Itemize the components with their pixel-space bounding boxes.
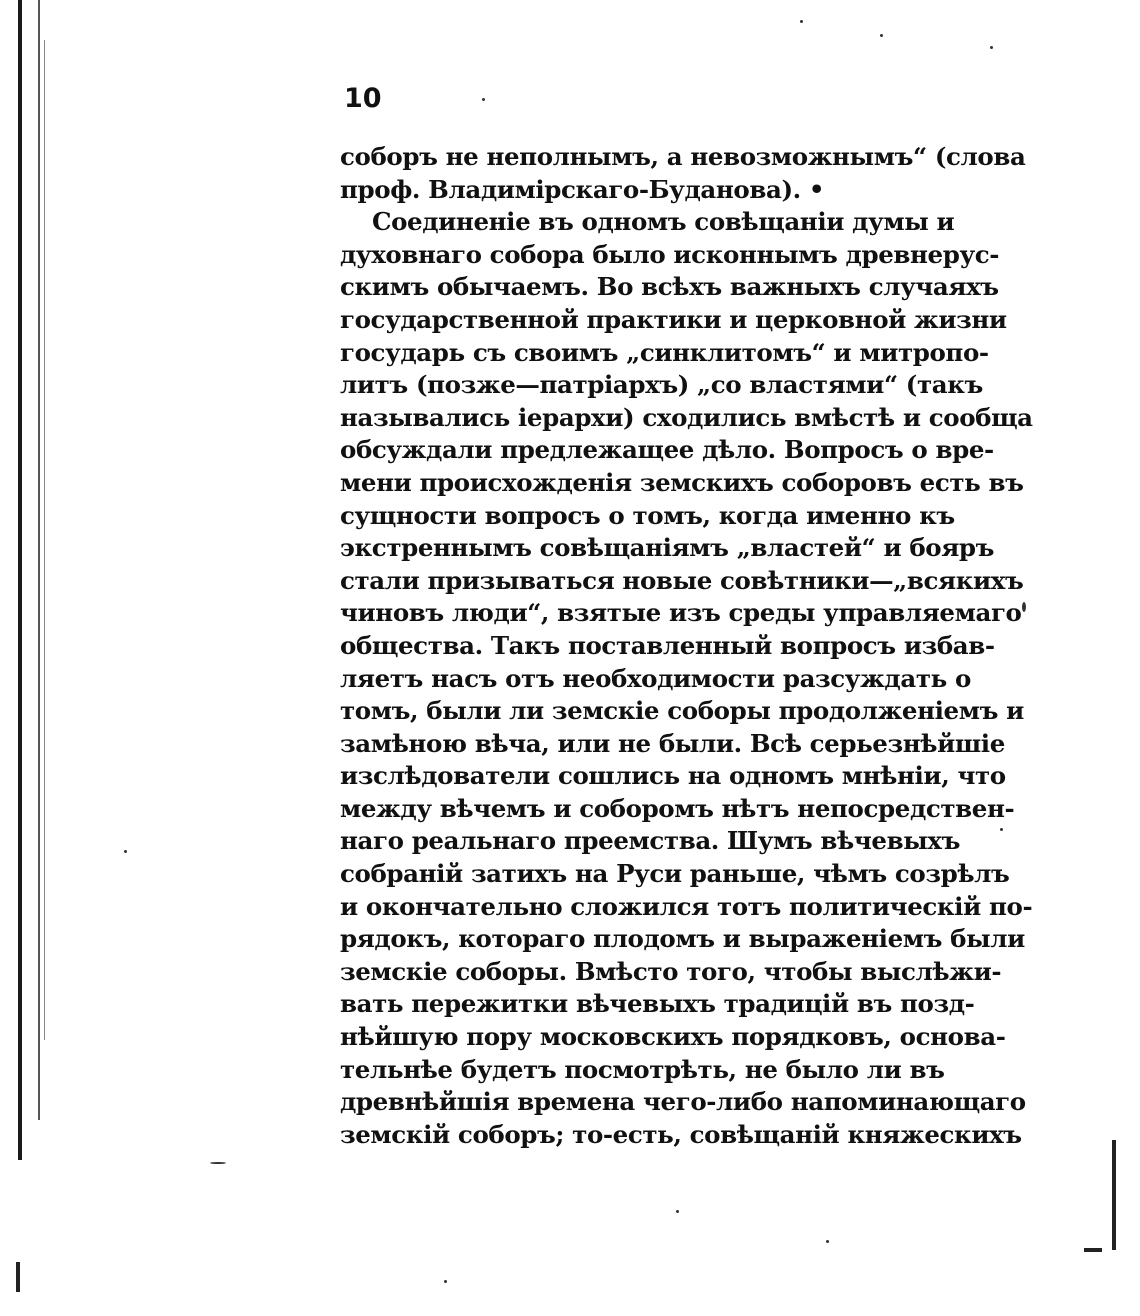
scan-speck	[880, 34, 883, 37]
text-line: общества. Такъ поставленный вопросъ избав-	[340, 630, 995, 660]
binding-edge-line	[44, 40, 45, 1040]
text-line: мени происхожденія земскихъ соборовъ есть въ	[340, 467, 1024, 497]
page-edge-mark	[1112, 1140, 1116, 1250]
text-line: изслѣдователи сошлись на одномъ мнѣніи, что	[340, 761, 1006, 791]
binding-edge-line	[38, 0, 40, 1120]
scan-speck	[482, 98, 485, 101]
text-line: сущности вопросъ о томъ, когда именно къ	[340, 500, 955, 530]
text-line: чиновъ люди“, взятые изъ среды управляемаго	[340, 598, 1022, 628]
text-line: земскій соборъ; то-есть, совѣщаній княжескихъ	[340, 1119, 1022, 1149]
binding-edge-line	[18, 0, 22, 1160]
text-line: между вѣчемъ и соборомъ нѣтъ непосредствен-	[340, 793, 1015, 823]
text-line: соборъ не неполнымъ, а невозможнымъ“ (слова	[340, 142, 1026, 171]
text-line: замѣною вѣча, или не были. Всѣ серьезнѣйшіе	[340, 728, 1005, 758]
text-line: томъ, были ли земскіе соборы продолженіемъ и	[340, 696, 1024, 726]
text-line: наго реальнаго преемства. Шумъ вѣчевыхъ	[340, 826, 960, 856]
scan-speck	[124, 850, 127, 853]
text-line: Соединеніе въ одномъ совѣщаніи думы и	[372, 207, 955, 237]
scan-speck	[800, 20, 803, 23]
text-line: государственной практики и церковной жизни	[340, 304, 1007, 334]
text-line: древнѣйшія времена чего-либо напоминающаго	[340, 1087, 1026, 1117]
scan-speck	[676, 1210, 679, 1213]
text-line: тельнѣе будетъ посмотрѣть, не было ли въ	[340, 1054, 945, 1084]
text-line: и окончательно сложился тотъ политическій по-	[340, 891, 1033, 921]
text-line: назывались іерархи) сходились вмѣстѣ и сообща	[340, 402, 1033, 432]
text-line: скимъ обычаемъ. Во всѣхъ важныхъ случаяхъ	[340, 272, 999, 302]
text-line: собраній затихъ на Руси раньше, чѣмъ созрѣлъ	[340, 859, 1010, 889]
text-line: вать пережитки вѣчевыхъ традицій въ позд-	[340, 989, 975, 1019]
scan-speck	[826, 1240, 829, 1243]
scan-speck	[990, 46, 993, 49]
text-line: рядокъ, котораго плодомъ и выраженіемъ были	[340, 924, 1025, 954]
text-line: экстреннымъ совѣщаніямъ „властей“ и бояръ	[340, 533, 995, 563]
text-line: ляетъ насъ отъ необходимости разсуждать о	[340, 663, 971, 693]
scan-speck	[1000, 828, 1003, 831]
page-edge-mark	[1084, 1248, 1102, 1252]
text-line: духовнаго собора было исконнымъ древнерус-	[340, 239, 1000, 269]
text-line: обсуждали предлежащее дѣло. Вопросъ о вре-	[340, 435, 994, 465]
corner-mark	[16, 1262, 20, 1292]
scan-speck	[444, 1280, 447, 1283]
body-text	[340, 141, 1033, 1151]
text-line: нѣйшую пору московскихъ порядковъ, основа-	[340, 1022, 1006, 1052]
text-line: литъ (позже—патріархъ) „со властями“ (такъ	[340, 370, 983, 400]
text-line: стали призываться новые совѣтники—„всякихъ	[340, 565, 1024, 595]
text-line: проф. Владимірскаго-Буданова). •	[340, 174, 825, 204]
page-number: 10	[344, 83, 382, 114]
scan-speck	[210, 1162, 226, 1164]
text-line: государь съ своимъ „синклитомъ“ и митропо-	[340, 337, 989, 367]
text-line: земскіе соборы. Вмѣсто того, чтобы выслѣжи-	[340, 956, 1002, 986]
scan-speck	[1022, 602, 1026, 612]
